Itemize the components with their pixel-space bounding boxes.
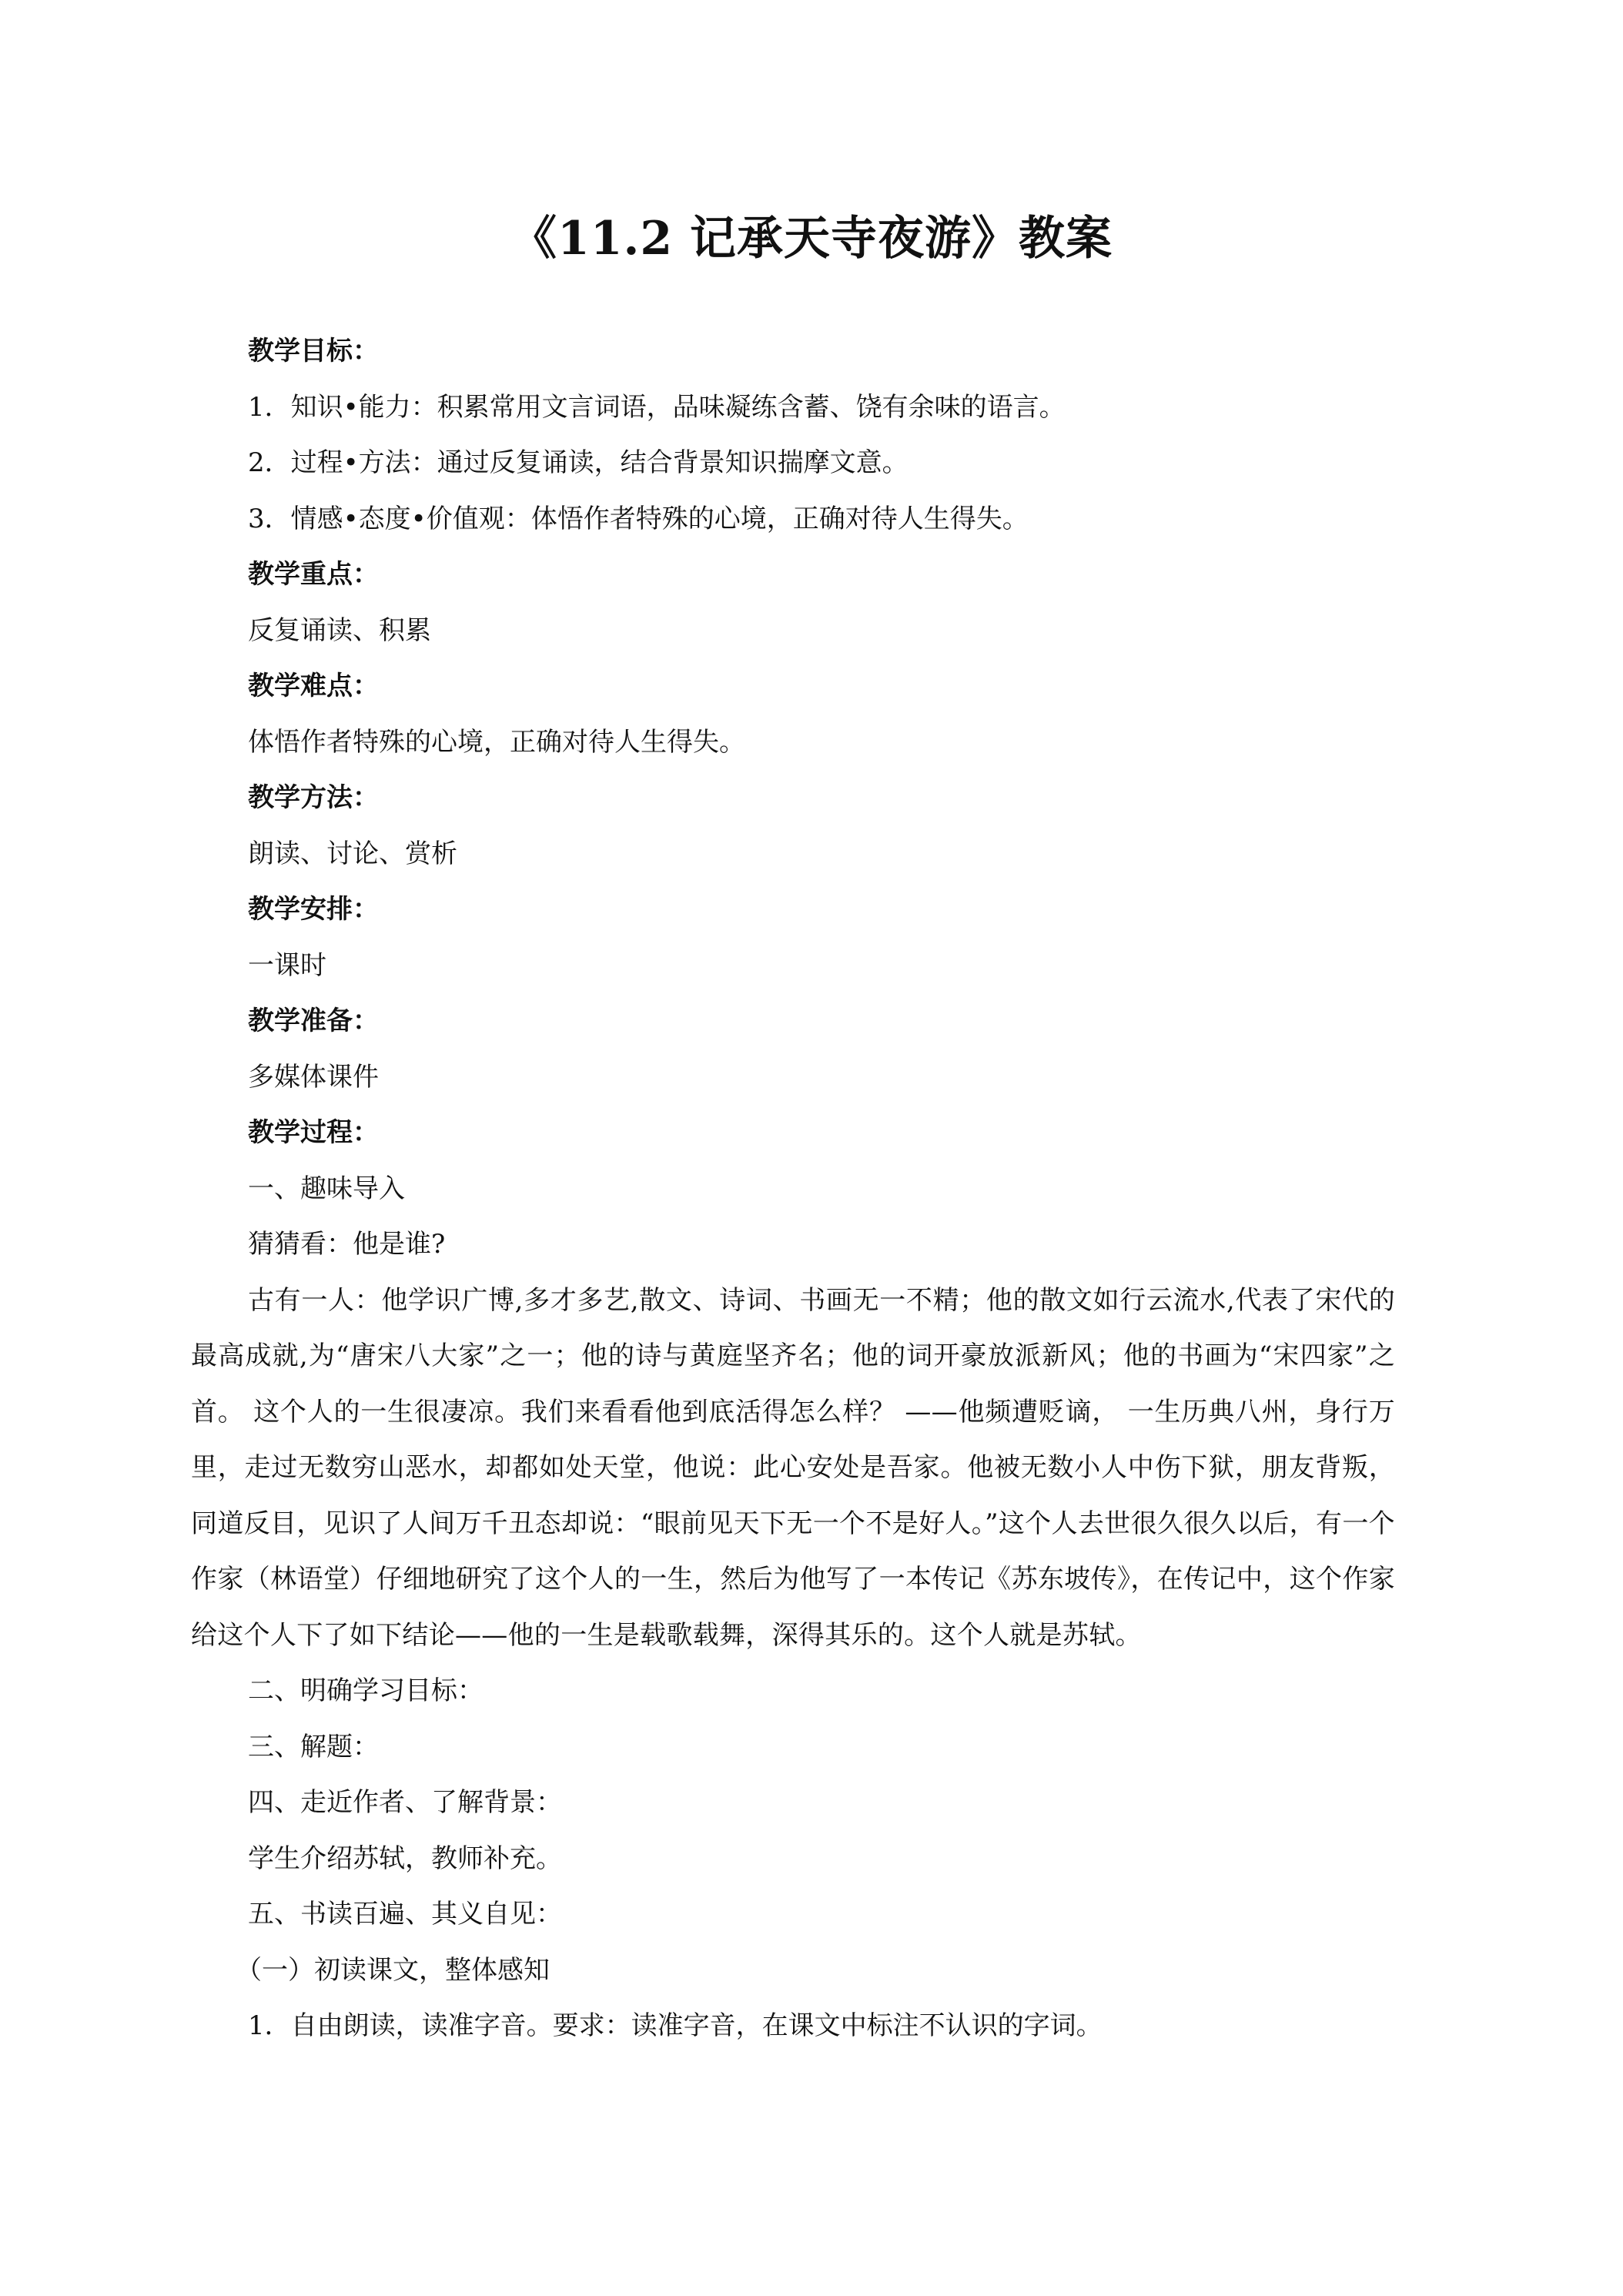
- arrangement-heading: 教学安排：: [248, 894, 379, 925]
- intro-paragraph: 古有一人：他学识广博,多才多艺,散文、诗词、书画无一不精；他的散文如行云流水,代表了宋代的最高成就,为“唐宋八大家”之一；他的诗与黄庭坚齐名；他的词开豪放派新风；他的书画为“宋四家”之首。 这个人的一生很凄凉。我们来看看他到底活得怎么样？ ——他频遭贬谪， 一生历典八州，身行万里，走过无数穷山恶水，却都如处天堂，他说：此心安处是吾家。他被无数小人中伤下狱，朋友背叛，同道反目，见识了人间万千丑态却说：“眼前见天下无一个不是好人。”这个人去世很久很久以后，有一个作家（林语堂）仔细地研究了这个人的一生，然后为他写了一本传记《苏东坡传》，在传记中，这个作家给这个人下了如下结论——他的一生是载歌载舞，深得其乐的。这个人就是苏轼。: [191, 1284, 1395, 1651]
- key-points-heading: 教学重点：: [248, 559, 379, 590]
- objective-item: 1．知识•能力：积累常用文言词语，品味凝练含蓄、饶有余味的语言。: [248, 391, 1066, 423]
- page-title: 《11.2 记承天寺夜游》教案: [510, 212, 1113, 266]
- objective-item: 2．过程•方法：通过反复诵读，结合背景知识揣摩文意。: [248, 447, 909, 478]
- process-step-4-text: 学生介绍苏轼，教师补充。: [248, 1842, 562, 1874]
- difficulties-heading: 教学难点：: [248, 671, 379, 701]
- arrangement-text: 一课时: [248, 949, 326, 981]
- objective-item: 3．情感•态度•价值观：体悟作者特殊的心境，正确对待人生得失。: [248, 503, 1029, 534]
- process-sub-1: （一）初读课文，整体感知: [236, 1954, 550, 1986]
- process-sub-1-item-1: 1．自由朗读，读准字音。要求：读准字音，在课文中标注不认识的字词。: [248, 2010, 1103, 2041]
- methods-heading: 教学方法：: [248, 782, 379, 813]
- difficulties-text: 体悟作者特殊的心境，正确对待人生得失。: [248, 726, 745, 758]
- process-step-2: 二、明确学习目标：: [248, 1675, 484, 1706]
- process-heading: 教学过程：: [248, 1117, 379, 1148]
- process-step-4: 四、走近作者、了解背景：: [248, 1787, 562, 1818]
- methods-text: 朗读、讨论、赏析: [248, 838, 457, 869]
- process-step-5: 五、书读百遍、其义自见：: [248, 1899, 562, 1930]
- process-step-1: 一、趣味导入: [248, 1173, 405, 1204]
- document-body: [191, 323, 1395, 2054]
- process-step-3: 三、解题：: [248, 1731, 379, 1762]
- objectives-heading: 教学目标：: [248, 336, 379, 366]
- preparation-text: 多媒体课件: [248, 1061, 379, 1093]
- key-points-text: 反复诵读、积累: [248, 614, 431, 646]
- guess-prompt: 猜猜看：他是谁?: [248, 1229, 446, 1260]
- preparation-heading: 教学准备：: [248, 1006, 379, 1036]
